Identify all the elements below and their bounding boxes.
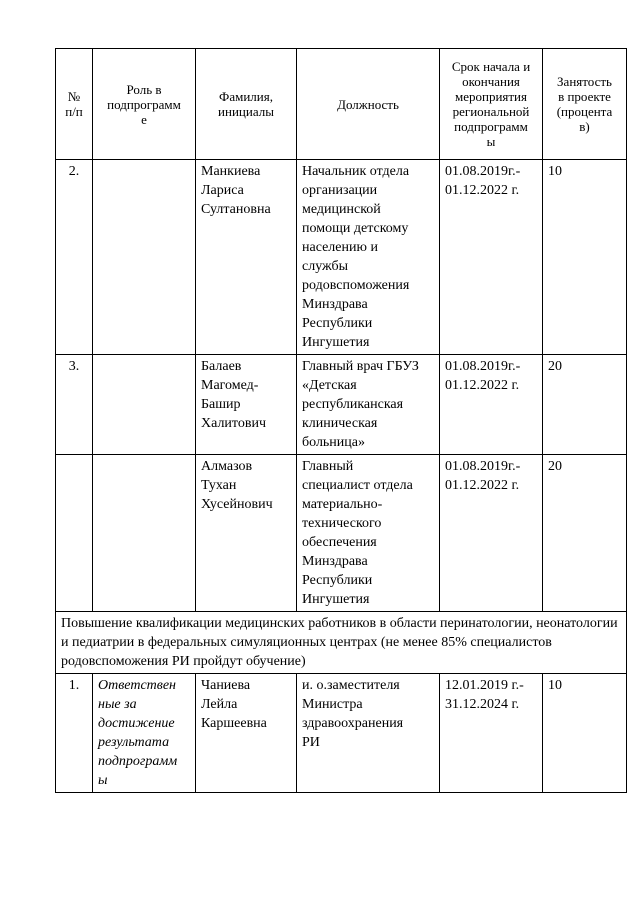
row-num: 2. (56, 160, 93, 355)
row-position: Главный врач ГБУЗ «Детская республиканская клиническая больница» (297, 355, 440, 455)
table-row (56, 355, 627, 455)
section-title: Повышение квалификации медицинских работников в области перинатологии, неонатологии и педиатрии в федеральных симуляционных центрах (не менее 85% специалистов родовспоможения РИ пройдут обучение) (56, 612, 627, 674)
row-name: Балаев Магомед- Башир Халитович (196, 355, 297, 455)
header-role: Роль в подпрограмм е (93, 49, 196, 160)
table-row (56, 674, 627, 793)
header-name: Фамилия, инициалы (196, 49, 297, 160)
table-header-row (56, 49, 627, 160)
row-role (93, 355, 196, 455)
section-row (56, 612, 627, 674)
row-role (93, 455, 196, 612)
row-load: 20 (543, 355, 627, 455)
row-load: 20 (543, 455, 627, 612)
table-row (56, 160, 627, 355)
participants-table (55, 48, 627, 793)
row-period: 01.08.2019г.- 01.12.2022 г. (440, 455, 543, 612)
row-load: 10 (543, 160, 627, 355)
header-position: Должность (297, 49, 440, 160)
row-position: и. о.заместителя Министра здравоохранения РИ (297, 674, 440, 793)
table-row (56, 455, 627, 612)
row-position: Главный специалист отдела материально- технического обеспечения Минздрава Республики Ингушетия (297, 455, 440, 612)
row-period: 01.08.2019г.- 01.12.2022 г. (440, 355, 543, 455)
row-role: Ответствен ные за достижение результата подпрограмм ы (93, 674, 196, 793)
row-role (93, 160, 196, 355)
header-period: Срок начала и окончания мероприятия региональной подпрограмм ы (440, 49, 543, 160)
header-load: Занятость в проекте (процента в) (543, 49, 627, 160)
header-num: № п/п (56, 49, 93, 160)
row-num (56, 455, 93, 612)
row-num: 3. (56, 355, 93, 455)
row-name: Манкиева Лариса Султановна (196, 160, 297, 355)
row-name: Чаниева Лейла Каршеевна (196, 674, 297, 793)
row-num: 1. (56, 674, 93, 793)
row-position: Начальник отдела организации медицинской помощи детскому населению и службы родовспоможения Минздрава Республики Ингушетия (297, 160, 440, 355)
row-period: 01.08.2019г.- 01.12.2022 г. (440, 160, 543, 355)
row-load: 10 (543, 674, 627, 793)
row-period: 12.01.2019 г.- 31.12.2024 г. (440, 674, 543, 793)
row-name: Алмазов Тухан Хусейнович (196, 455, 297, 612)
